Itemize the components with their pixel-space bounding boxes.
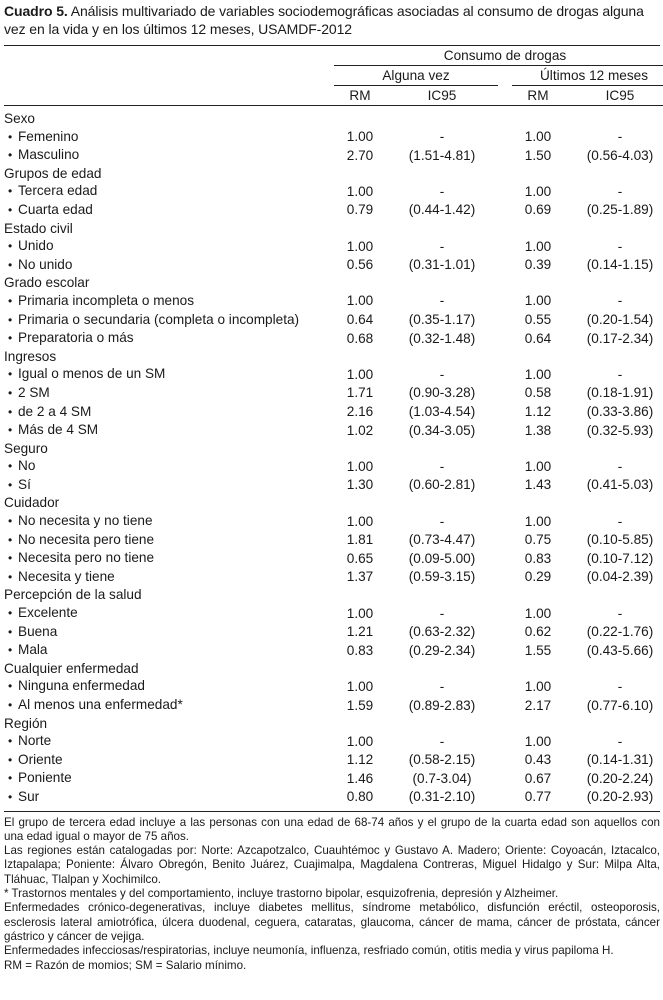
footnote: Las regiones están catalogadas por: Norte: Azcapotzalco, Cuauhtémoc y Gustavo A. Madero; Oriente: Coyoacán, Iztacalco, Iztapalapa; Poniente: Álvaro Obregón, Benito Juárez, Cuajimalpa, Magdalena Contreras, Miguel Hidalgo y Sur: Milpa Alta, Tláhuac, Tlalpan y Xochimilco. [4, 844, 660, 886]
row-label: Preparatoria o más [18, 330, 134, 346]
ic-alguna-vez: - [439, 678, 445, 694]
rm-ultimos-12: 0.75 [524, 532, 552, 548]
bullet-icon: • [8, 148, 13, 163]
bullet-icon: • [8, 312, 13, 327]
ic-ultimos-12: (0.33-3.86) [586, 404, 654, 419]
bullet-icon: • [8, 551, 13, 566]
bullet-icon: • [8, 643, 13, 658]
bullet-icon: • [8, 404, 13, 419]
rm-alguna-vez: 0.79 [346, 202, 374, 218]
header-rm-1: RM [334, 86, 386, 106]
ic-ultimos-12: - [617, 366, 623, 382]
section-header-row [4, 274, 663, 292]
rm-ultimos-12: 0.43 [524, 752, 552, 768]
bullet-icon: • [8, 606, 13, 621]
row-label-cell [4, 365, 334, 384]
ic-ultimos-12: - [617, 183, 623, 199]
row-label: Poniente [18, 770, 72, 786]
row-label-cell [4, 623, 334, 642]
rm-ultimos-12: 1.12 [524, 404, 552, 419]
section-title: Grado escolar [4, 275, 90, 291]
bullet-icon: • [8, 184, 13, 199]
table-row [4, 788, 663, 807]
section-title: Región [4, 715, 48, 731]
bullet-icon: • [8, 367, 13, 382]
ic-alguna-vez: (0.34-3.05) [408, 422, 476, 438]
rm-ultimos-12: 1.50 [524, 147, 552, 163]
row-label-cell [4, 769, 334, 788]
table-row [4, 677, 663, 696]
rm-ultimos-12: 1.00 [524, 605, 552, 621]
row-label: Primaria o secundaria (completa o incompleta) [18, 311, 300, 327]
rm-alguna-vez: 1.00 [346, 129, 374, 145]
ic-ultimos-12: (0.18-1.91) [586, 385, 654, 401]
section-title: Seguro [4, 440, 48, 456]
ic-ultimos-12: (0.20-1.54) [586, 312, 654, 328]
rm-alguna-vez: 1.21 [346, 624, 374, 640]
rm-alguna-vez: 1.30 [346, 477, 374, 493]
section-title: Ingresos [4, 348, 57, 364]
rm-ultimos-12: 1.00 [524, 458, 552, 474]
rm-ultimos-12: 0.77 [524, 789, 552, 805]
table-row [4, 531, 663, 550]
table-caption [4, 0, 660, 38]
bullet-icon: • [8, 239, 13, 254]
table-row [4, 403, 663, 422]
rm-ultimos-12: 2.17 [524, 697, 552, 713]
section-title: Percepción de la salud [4, 587, 142, 603]
section-title: Grupos de edad [4, 165, 102, 181]
ic-ultimos-12: (0.32-5.93) [586, 422, 654, 438]
bullet-icon: • [8, 202, 13, 217]
rm-alguna-vez: 1.59 [346, 697, 374, 713]
bullet-icon: • [8, 477, 13, 492]
row-label: Cuarta edad [18, 201, 93, 217]
rm-ultimos-12: 0.58 [524, 385, 552, 401]
rm-ultimos-12: 1.00 [524, 238, 552, 254]
table-row [4, 292, 663, 311]
rm-alguna-vez: 0.68 [346, 330, 374, 346]
bullet-icon: • [8, 459, 13, 474]
table-row [4, 604, 663, 623]
row-label-cell [4, 256, 334, 275]
row-label-cell [4, 457, 334, 476]
row-label: de 2 a 4 SM [18, 403, 92, 419]
row-label-cell [4, 182, 334, 201]
ic-alguna-vez: (1.51-4.81) [408, 147, 476, 163]
row-label-cell [4, 292, 334, 311]
row-label-cell [4, 512, 334, 531]
ic-ultimos-12: (0.17-2.34) [586, 330, 654, 346]
bullet-icon: • [8, 331, 13, 346]
row-label-cell [4, 476, 334, 495]
ic-ultimos-12: (0.20-2.24) [586, 770, 654, 786]
ic-alguna-vez: (0.29-2.34) [408, 642, 476, 658]
rm-ultimos-12: 1.00 [524, 678, 552, 694]
row-label-cell [4, 146, 334, 165]
ic-ultimos-12: (0.10-5.85) [586, 532, 654, 548]
row-label: Excelente [18, 605, 78, 621]
table-row [4, 641, 663, 660]
header-group: Consumo de drogas [334, 46, 663, 66]
row-label-cell [4, 751, 334, 770]
row-label: Necesita y tiene [18, 568, 115, 584]
ic-alguna-vez: (0.44-1.42) [408, 202, 476, 218]
caption-label: Cuadro 5. [4, 3, 68, 19]
section-header-row [4, 586, 663, 604]
bullet-icon: • [8, 257, 13, 272]
ic-alguna-vez: - [439, 605, 445, 621]
ic-alguna-vez: (0.60-2.81) [408, 477, 476, 493]
bullet-icon: • [8, 698, 13, 712]
row-label-cell [4, 201, 334, 220]
rm-alguna-vez: 0.80 [346, 789, 374, 805]
ic-ultimos-12: - [617, 605, 623, 621]
footnote: El grupo de tercera edad incluye a las personas con una edad de 68-74 años y el grupo de la cuarta edad son aquellos con una edad igual o mayor de 75 años. [4, 815, 660, 843]
ic-ultimos-12: - [617, 513, 623, 529]
ic-alguna-vez: (1.03-4.54) [408, 404, 476, 419]
footnote: RM = Razón de momios; SM = Salario mínimo. [4, 958, 247, 972]
ic-alguna-vez: (0.89-2.83) [408, 697, 476, 713]
row-label-cell [4, 604, 334, 623]
header-alguna-vez: Alguna vez [334, 66, 498, 86]
rm-alguna-vez: 1.02 [346, 422, 374, 438]
bullet-icon: • [8, 752, 13, 767]
table-body [4, 106, 663, 811]
rm-ultimos-12: 1.55 [524, 642, 552, 658]
data-table [4, 46, 663, 811]
row-label: Femenino [18, 128, 79, 144]
row-label: No necesita pero tiene [18, 531, 155, 547]
rm-ultimos-12: 0.39 [524, 257, 552, 273]
ic-alguna-vez: - [439, 733, 445, 749]
ic-alguna-vez: (0.73-4.47) [408, 532, 476, 548]
table-row [4, 549, 663, 568]
bullet-icon: • [8, 679, 13, 694]
rm-alguna-vez: 1.12 [346, 752, 374, 768]
ic-alguna-vez: (0.31-2.10) [408, 789, 476, 805]
bullet-icon: • [8, 514, 13, 529]
row-label-cell [4, 732, 334, 751]
ic-alguna-vez: (0.09-5.00) [408, 550, 476, 566]
table-row [4, 769, 663, 788]
table-row [4, 457, 663, 476]
ic-ultimos-12: (0.25-1.89) [586, 202, 654, 218]
ic-ultimos-12: (0.56-4.03) [586, 147, 654, 163]
table-row [4, 751, 663, 770]
rm-alguna-vez: 2.16 [346, 404, 374, 419]
ic-ultimos-12: (0.77-6.10) [586, 697, 654, 713]
table-row [4, 329, 663, 348]
header-ultimos-12: Últimos 12 meses [512, 66, 663, 86]
bullet-icon: • [8, 624, 13, 639]
section-title: Cualquier enfermedad [4, 660, 139, 676]
header-rm-2: RM [512, 86, 564, 106]
ic-ultimos-12: - [617, 129, 623, 145]
footnote: * Trastornos mentales y del comportamiento, incluye trastorno bipolar, esquizofrenia, depresión y Alzheimer. [4, 887, 559, 901]
table-page [4, 0, 660, 973]
rm-ultimos-12: 0.29 [524, 569, 552, 585]
rm-ultimos-12: 1.00 [524, 183, 552, 199]
table-row [4, 568, 663, 587]
rm-alguna-vez: 0.64 [346, 312, 374, 328]
rm-alguna-vez: 1.00 [346, 733, 374, 749]
ic-alguna-vez: (0.59-3.15) [408, 569, 476, 585]
table-row [4, 128, 663, 147]
rm-alguna-vez: 1.00 [346, 678, 374, 694]
ic-ultimos-12: (0.10-7.12) [586, 550, 654, 566]
rm-ultimos-12: 1.43 [524, 477, 552, 493]
rm-alguna-vez: 1.81 [346, 532, 374, 548]
row-label: Oriente [18, 751, 63, 767]
rm-alguna-vez: 0.56 [346, 257, 374, 273]
rm-alguna-vez: 0.65 [346, 550, 374, 566]
rm-ultimos-12: 1.00 [524, 733, 552, 749]
row-label-cell [4, 568, 334, 587]
table-row [4, 237, 663, 256]
table-row [4, 476, 663, 495]
rm-alguna-vez: 1.46 [346, 770, 374, 786]
ic-ultimos-12: (0.04-2.39) [586, 569, 654, 585]
table-row [4, 512, 663, 531]
rm-alguna-vez: 1.00 [346, 238, 374, 254]
section-title: Sexo [4, 111, 35, 126]
bullet-icon: • [8, 771, 13, 786]
table-row [4, 182, 663, 201]
ic-alguna-vez: (0.31-1.01) [408, 257, 476, 273]
row-label: Sí [18, 476, 31, 492]
row-label: Tercera edad [18, 183, 98, 199]
row-label-cell [4, 549, 334, 568]
table-row [4, 421, 663, 440]
row-label: 2 SM [18, 384, 50, 400]
rm-ultimos-12: 0.69 [524, 202, 552, 218]
row-label-cell [4, 421, 334, 440]
ic-alguna-vez: - [439, 238, 445, 254]
ic-ultimos-12: - [617, 293, 623, 309]
section-header-row [4, 715, 663, 733]
bullet-icon: • [8, 734, 13, 749]
footnote: Enfermedades infecciosas/respiratorias, incluye neumonía, influenza, resfriado común, otitis media y virus papiloma H. [4, 944, 614, 958]
rm-alguna-vez: 1.00 [346, 293, 374, 309]
row-label-cell [4, 311, 334, 330]
header-ic-2: IC95 [564, 86, 663, 106]
rm-ultimos-12: 1.00 [524, 513, 552, 529]
ic-alguna-vez: - [439, 366, 445, 382]
row-label: No [18, 458, 36, 474]
section-header-row [4, 494, 663, 512]
section-header-row [4, 110, 663, 128]
row-label: Unido [18, 238, 54, 254]
ic-alguna-vez: (0.58-2.15) [408, 752, 476, 768]
ic-alguna-vez: - [439, 293, 445, 309]
table-row [4, 384, 663, 403]
ic-alguna-vez: (0.7-3.04) [412, 770, 472, 786]
rm-ultimos-12: 0.64 [524, 330, 552, 346]
ic-alguna-vez: (0.90-3.28) [408, 385, 476, 401]
row-label: Mala [18, 642, 48, 658]
row-label: Norte [18, 733, 52, 749]
section-header-row [4, 660, 663, 678]
rm-alguna-vez: 1.00 [346, 605, 374, 621]
ic-ultimos-12: (0.22-1.76) [586, 624, 654, 640]
bullet-icon: • [8, 293, 13, 308]
table-row [4, 146, 663, 165]
bullet-icon: • [8, 569, 13, 584]
row-label: Sur [18, 788, 40, 804]
row-label-cell [4, 403, 334, 422]
row-label: Necesita pero no tiene [18, 550, 155, 566]
ic-ultimos-12: - [617, 678, 623, 694]
row-label: Masculino [18, 147, 80, 163]
rm-alguna-vez: 1.71 [346, 385, 374, 401]
rm-ultimos-12: 1.00 [524, 366, 552, 382]
bullet-icon: • [8, 385, 13, 400]
ic-ultimos-12: (0.14-1.31) [586, 752, 654, 768]
section-header-row [4, 348, 663, 366]
row-label-cell [4, 788, 334, 807]
ic-alguna-vez: - [439, 129, 445, 145]
row-label: No necesita y no tiene [18, 513, 153, 529]
row-label-cell [4, 384, 334, 403]
row-label: Igual o menos de un SM [18, 366, 166, 382]
table-notes [4, 812, 660, 973]
ic-alguna-vez: - [439, 513, 445, 529]
section-header-row [4, 440, 663, 458]
table-row [4, 623, 663, 642]
rm-alguna-vez: 2.70 [346, 147, 374, 163]
footnote: Enfermedades crónico-degenerativas, incluye diabetes mellitus, síndrome metabólico, disfunción eréctil, osteoporosis, esclerosis lateral amiotrófica, úlcera duodenal, ceguera, cataratas, glaucoma, cáncer de mama, cáncer de próstata, cáncer gástrico y cáncer de vejiga. [4, 901, 660, 943]
rm-ultimos-12: 0.62 [524, 624, 552, 640]
header-ic-1: IC95 [386, 86, 498, 106]
ic-alguna-vez: (0.63-2.32) [408, 624, 476, 640]
row-label-cell [4, 128, 334, 147]
rm-alguna-vez: 1.00 [346, 366, 374, 382]
rm-ultimos-12: 1.00 [524, 293, 552, 309]
bullet-icon: • [8, 129, 13, 144]
rm-ultimos-12: 0.55 [524, 312, 552, 328]
ic-alguna-vez: - [439, 458, 445, 474]
rm-ultimos-12: 0.83 [524, 550, 552, 566]
ic-ultimos-12: (0.14-1.15) [586, 257, 654, 273]
bullet-icon: • [8, 423, 13, 438]
bullet-icon: • [8, 532, 13, 547]
row-label: Primaria incompleta o menos [18, 292, 195, 308]
rm-alguna-vez: 1.00 [346, 458, 374, 474]
table-row [4, 696, 663, 715]
ic-ultimos-12: (0.43-5.66) [586, 642, 654, 658]
ic-ultimos-12: - [617, 458, 623, 474]
table-row [4, 256, 663, 275]
table-row [4, 311, 663, 330]
row-label-cell [4, 531, 334, 550]
rm-alguna-vez: 1.37 [346, 569, 374, 585]
ic-ultimos-12: (0.20-2.93) [586, 789, 654, 805]
row-label-cell [4, 641, 334, 660]
table-row [4, 201, 663, 220]
rm-ultimos-12: 1.00 [524, 129, 552, 145]
ic-alguna-vez: (0.32-1.48) [408, 330, 476, 346]
row-label: Al menos una enfermedad* [18, 697, 183, 712]
table-row [4, 365, 663, 384]
caption-text: Análisis multivariado de variables sociodemográficas asociadas al consumo de drogas alguna vez en la vida y en los últimos 12 meses, USAMDF-2012 [4, 3, 644, 37]
row-label: Buena [18, 623, 58, 639]
table-row [4, 732, 663, 751]
rm-alguna-vez: 1.00 [346, 183, 374, 199]
rm-alguna-vez: 0.83 [346, 642, 374, 658]
row-label-cell [4, 329, 334, 348]
bullet-icon: • [8, 789, 13, 804]
ic-alguna-vez: (0.35-1.17) [408, 312, 476, 328]
row-label: Más de 4 SM [18, 422, 99, 438]
ic-ultimos-12: - [617, 733, 623, 749]
rm-alguna-vez: 1.00 [346, 513, 374, 529]
row-label-cell [4, 237, 334, 256]
row-label: No unido [18, 256, 73, 272]
ic-alguna-vez: - [439, 183, 445, 199]
section-title: Estado civil [4, 220, 73, 236]
row-label-cell [4, 696, 334, 715]
section-header-row [4, 165, 663, 183]
row-label: Ninguna enfermedad [18, 678, 145, 694]
ic-ultimos-12: (0.41-5.03) [586, 477, 654, 493]
section-header-row [4, 220, 663, 238]
section-title: Cuidador [4, 495, 60, 511]
rm-ultimos-12: 1.38 [524, 422, 552, 438]
row-label-cell [4, 677, 334, 696]
ic-ultimos-12: - [617, 238, 623, 254]
rm-ultimos-12: 0.67 [524, 770, 552, 786]
